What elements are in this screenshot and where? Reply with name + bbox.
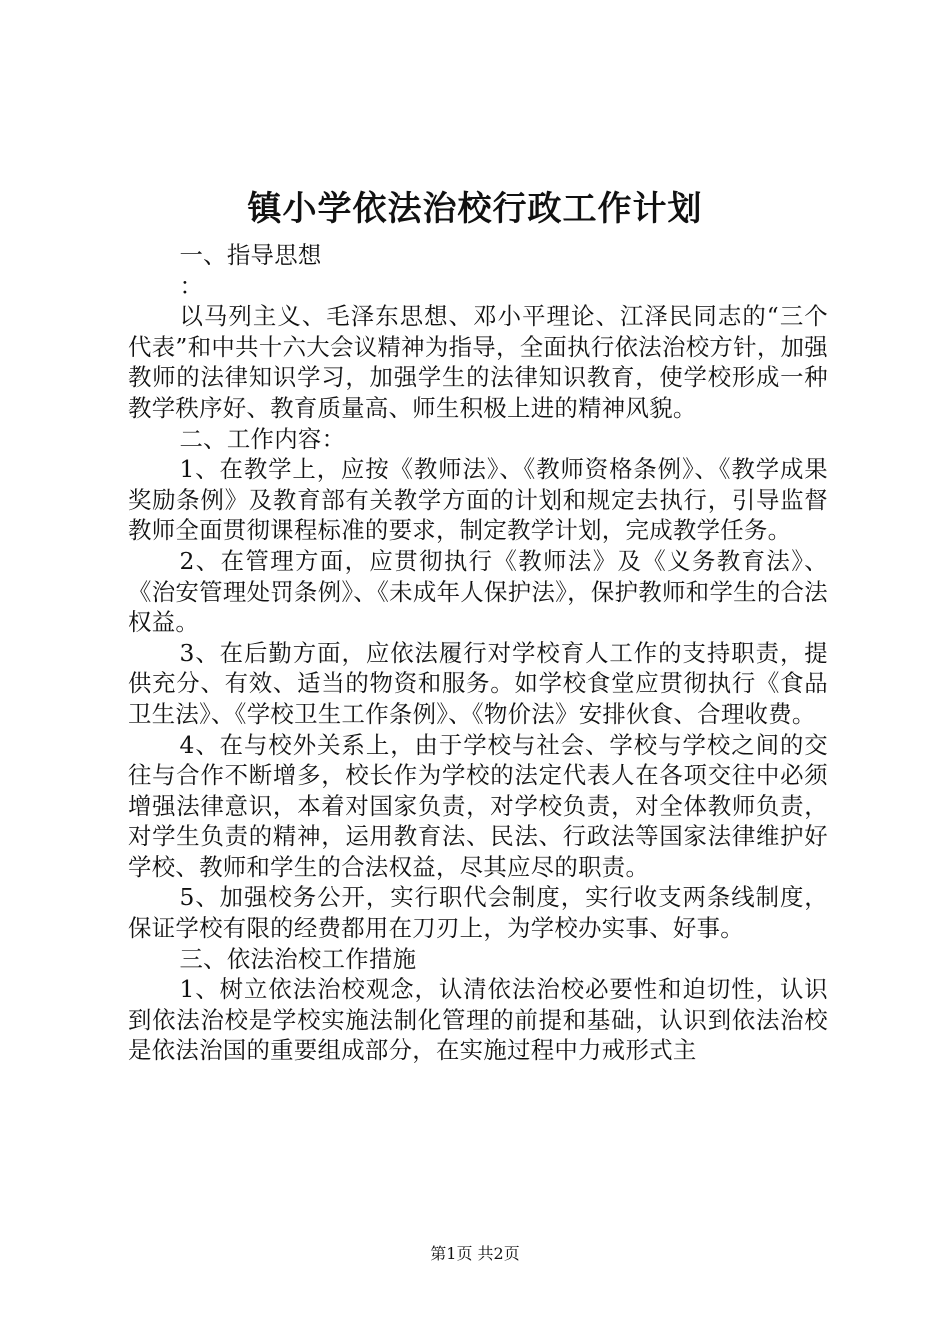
section-heading-measures: 三、依法治校工作措施 <box>179 944 417 973</box>
paragraph-school-affairs: 5、加强校务公开，实行职代会制度，实行收支两条线制度，保证学校有限的经费都用在刀刃上，为学校办实事、好事。 <box>128 883 828 943</box>
paragraph-measure-1: 1、树立依法治校观念，认清依法治校必要性和迫切性，认识到依法治校是学校实施法制化管理的前提和基础，认识到依法治校是依法治国的重要组成部分，在实施过程中力戒形式主 <box>128 975 828 1065</box>
paragraph-guiding-ideology: 以马列主义、毛泽东思想、邓小平理论、江泽民同志的“三个代表”和中共十六大会议精神为指导，全面执行依法治校方针，加强教师的法律知识学习，加强学生的法律知识教育，使学校形成一种教学秩序好、教育质量高、师生积极上进的精神风貌。 <box>128 302 828 422</box>
section-heading-guiding-ideology: 一、指导思想 <box>179 241 322 269</box>
paragraph-management: 2、在管理方面，应贯彻执行《教师法》及《义务教育法》、《治安管理处罚条例》、《未成年人保护法》，保护教师和学生的合法权益。 <box>128 546 828 637</box>
document-title: 镇小学依法治校行政工作计划 <box>247 189 703 229</box>
paragraph-external-relations: 4、在与校外关系上，由于学校与社会、学校与学校之间的交往与合作不断增多，校长作为学校的法定代表人在各项交往中必须增强法律意识，本着对国家负责，对学校负责，对全体教师负责，对学生负责的精神，运用教育法、民法、行政法等国家法律维护好学校、教师和学生的合法权益，尽其应尽的职责。 <box>128 730 828 881</box>
paragraph-teaching: 1、在教学上，应按《教师法》、《教师资格条例》、《教学成果奖励条例》及教育部有关教学方面的计划和规定去执行，引导监督教师全面贯彻课程标准的要求，制定教学计划，完成教学任务。 <box>128 455 828 545</box>
section-heading-work-content: 二、工作内容： <box>179 424 346 453</box>
stray-colon: ： <box>179 271 204 300</box>
paragraph-logistics: 3、在后勤方面，应依法履行对学校育人工作的支持职责，提供充分、有效、适当的物资和服务。如学校食堂应贯彻执行《食品卫生法》、《学校卫生工作条例》、《物价法》安排伙食、合理收费。 <box>128 638 828 728</box>
document-body <box>128 240 828 1066</box>
page-footer: 第1页 共2页 <box>430 1244 520 1263</box>
